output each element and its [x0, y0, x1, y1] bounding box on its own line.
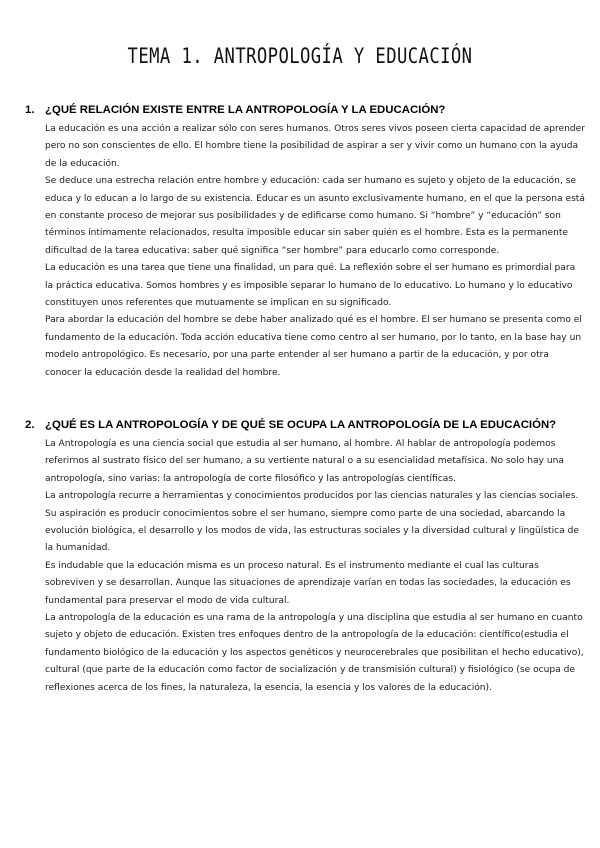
paragraph: Se deduce una estrecha relación entre hombre y educación: cada ser humano es sujeto y objeto de la educación, se educa y lo educan a lo largo de su existencia. Educar es un asunto exclusivamente humano, en el que la persona está en constante proceso de mejorar sus posibilidades y de edificarse como humano. Si “hombre” y “educación” son términos íntimamente relacionados, resulta imposible educar sin saber quién es el hombre. Esta es la permanente dificultad de la tarea educativa: saber qué significa “ser hombre” para educarlo como corresponde.	[45, 176, 585, 256]
paragraph: La educación es una acción a realizar sólo con seres humanos. Otros seres vivos poseen cierta capacidad de aprender pero no son conscientes de ello. El hombre tiene la posibilidad de aspirar a ser y vivir como un humano con la ayuda de la educación.	[45, 124, 585, 169]
section-1	[25, 104, 585, 382]
section-heading-text: ¿QUÉ ES LA ANTROPOLOGÍA Y DE QUÉ SE OCUPA LA ANTROPOLOGÍA DE LA EDUCACIÓN?	[45, 419, 557, 431]
section-heading	[25, 104, 585, 121]
section-heading	[25, 419, 585, 436]
paragraph: La educación es una tarea que tiene una finalidad, un para qué. La reflexión sobre el ser humano es primordial para la práctica educativa. Somos hombres y es imposible separar lo humano de lo educativo. Lo humano y lo educativo constituyen unos referentes que mutuamente se implican en su significado.	[45, 263, 576, 309]
page-title: TEMA 1. ANTROPOLOGÍA Y EDUCACIÓN	[127, 44, 473, 68]
paragraph: La antropología de la educación es una rama de la antropología y una disciplina que estudia al ser humano en cuanto sujeto y objeto de educación. Existen tres enfoques dentro de la antropología de la educación: científico(estudia el fundamento biológico de la educación y los aspectos genéticos y neurocerebrales que posibilitan el hecho educativo), cultural (que parte de la educación como factor de socialización y de transmisión cultural) y fisiológico (se ocupa de reflexiones acerca de los fines, la naturaleza, la esencia, la esencia y los valores de la educación).	[45, 613, 584, 693]
paragraph: Para abordar la educación del hombre se debe haber analizado qué es el hombre. El ser humano se presenta como el fundamento de la educación. Toda acción educativa tiene como centro al ser humano, por lo tanto, en la base hay un modelo antropológico. Es necesario, por una parte entender al ser humano a partir de la educación, y por otra conocer la educación desde la realidad del hombre.	[45, 315, 582, 378]
section-2	[25, 419, 585, 697]
paragraph: La Antropología es una ciencia social que estudia al ser humano, al hombre. Al hablar de antropología podemos referirnos al sustrato físico del ser humano, a su vertiente natural o a su esencialidad metafísica. No solo hay una antropología, sino varias: la antropología de corte filosófico y las antropologías científicas.	[45, 439, 564, 484]
paragraph: La antropología recurre a herramientas y conocimientos producidos por las ciencias naturales y las ciencias sociales. Su aspiración es producir conocimientos sobre el ser humano, siempre como parte de una sociedad, abarcando la evolución biológica, el desarrollo y los modos de vida, las estructuras sociales y la diversidad cultural y lingüística de la humanidad.	[45, 491, 579, 554]
section-heading-text: ¿QUÉ RELACIÓN EXISTE ENTRE LA ANTROPOLOGÍA Y LA EDUCACIÓN?	[45, 104, 446, 116]
section-number: 2.	[25, 419, 35, 431]
section-number: 1.	[25, 104, 35, 116]
paragraph: Es indudable que la educación misma es un proceso natural. Es el instrumento mediante el cual las culturas sobreviven y se desarrollan. Aunque las situaciones de aprendizaje varían en todas las sociedades, la educación es fundamental para preservar el modo de vida cultural.	[45, 560, 571, 606]
